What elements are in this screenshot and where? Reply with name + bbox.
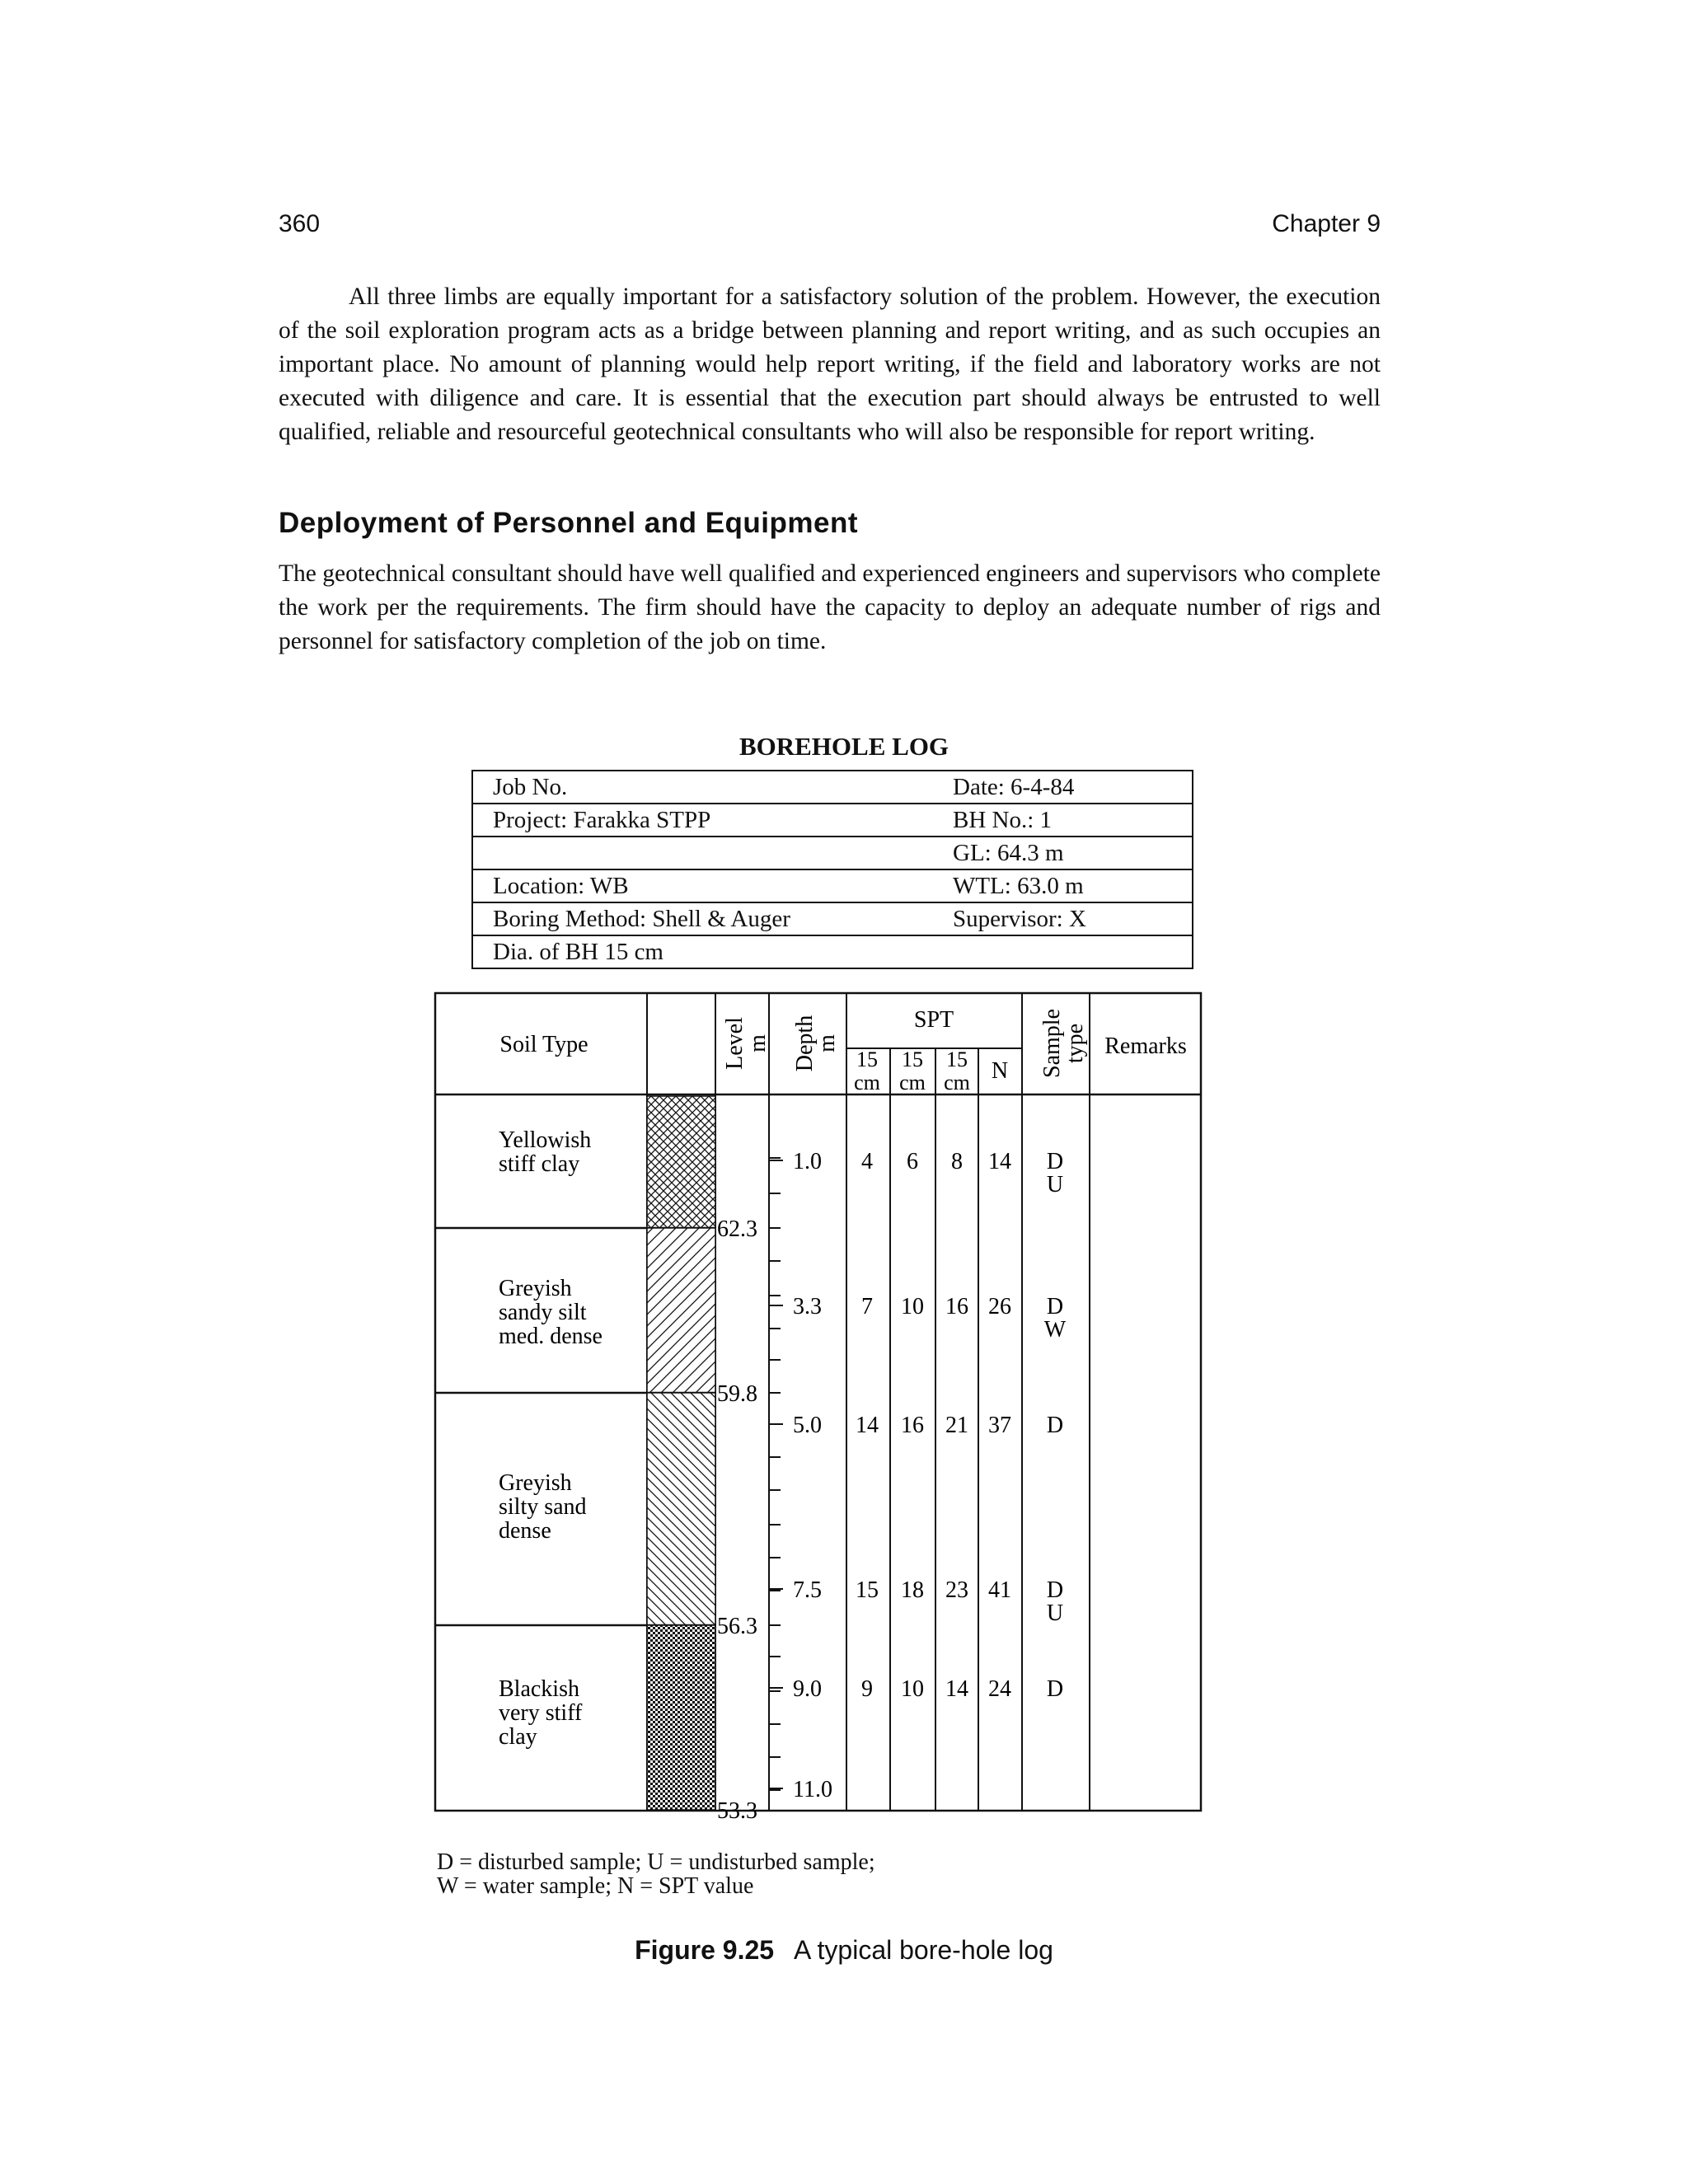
soil-pattern-crosshatch: [647, 1096, 715, 1228]
soil-pattern-forward-diagonal: [647, 1228, 715, 1393]
header-n: N: [991, 1058, 1009, 1084]
header-spt-15-3: 15: [946, 1047, 968, 1071]
legend: [437, 1850, 875, 1898]
header-spt-cm-3: cm: [944, 1071, 970, 1094]
test-depth: 9.0: [793, 1676, 822, 1702]
spt-blow-count-1: 15: [856, 1577, 879, 1603]
spt-blow-count-3: 8: [951, 1149, 963, 1174]
layer-bottom-level: 53.3: [717, 1798, 757, 1824]
borehole-diameter: Dia. of BH 15 cm: [472, 935, 933, 968]
borehole-log-title: BOREHOLE LOG: [738, 732, 950, 761]
spt-blow-count-3: 23: [945, 1577, 968, 1603]
spt-n-value: 26: [988, 1294, 1011, 1319]
legend-line: W = water sample; N = SPT value: [437, 1873, 754, 1899]
soil-pattern-back-diagonal: [647, 1393, 715, 1625]
soil-type-label: silty sand: [499, 1494, 587, 1520]
header-type: type: [1062, 1023, 1088, 1064]
header-depth: Depth: [792, 1015, 818, 1072]
sample-type-code: U: [1046, 1601, 1064, 1626]
sample-type-code: D: [1046, 1577, 1064, 1603]
date: Date: 6-4-84: [933, 771, 1193, 804]
spt-n-value: 41: [988, 1577, 1011, 1603]
sample-type-code: D: [1046, 1676, 1064, 1702]
soil-type-label: very stiff: [499, 1700, 583, 1726]
header-sample: Sample: [1039, 1009, 1065, 1078]
spt-blow-count-2: 6: [907, 1149, 918, 1174]
spt-blow-count-1: 9: [861, 1676, 873, 1702]
soil-type-label: sandy silt: [499, 1300, 587, 1325]
spt-blow-count-1: 4: [861, 1149, 873, 1174]
soil-type-label: clay: [499, 1724, 537, 1750]
soil-type-label: stiff clay: [499, 1151, 580, 1177]
soil-type-label: Greyish: [499, 1276, 572, 1301]
page-number: 360: [279, 210, 321, 237]
figure-caption-text: A typical bore-hole log: [794, 1935, 1053, 1965]
spt-blow-count-3: 21: [945, 1413, 968, 1438]
boring-method: Boring Method: Shell & Auger: [472, 902, 933, 935]
sample-type-code: D: [1046, 1413, 1064, 1438]
layer-bottom-level: 56.3: [717, 1614, 757, 1639]
header-remarks: Remarks: [1104, 1033, 1187, 1059]
header-spt-cm-2: cm: [899, 1071, 926, 1094]
header-level-unit: m: [745, 1034, 771, 1052]
bh-no: BH No.: 1: [933, 804, 1193, 837]
test-depth: 7.5: [793, 1577, 822, 1603]
header-level: Level: [722, 1017, 748, 1070]
test-depth: 5.0: [793, 1413, 822, 1438]
figure-label: Figure 9.25: [635, 1935, 775, 1965]
location: Location: WB: [472, 869, 933, 902]
spt-n-value: 14: [988, 1149, 1011, 1174]
spt-blow-count-1: 14: [856, 1413, 879, 1438]
sample-type-code: D: [1046, 1294, 1064, 1319]
spt-blow-count-2: 16: [901, 1413, 924, 1438]
legend-line: D = disturbed sample; U = undisturbed sample;: [437, 1849, 875, 1875]
header-spt-15-2: 15: [902, 1047, 923, 1071]
soil-type-label: med. dense: [499, 1324, 603, 1349]
layer-bottom-level: 59.8: [717, 1381, 757, 1407]
job-no: Job No.: [472, 771, 933, 804]
layer-bottom-level: 62.3: [717, 1216, 757, 1242]
spt-blow-count-1: 7: [861, 1294, 873, 1319]
paragraph-deployment: The geotechnical consultant should have well qualified and experienced engineers and supervisors who complete the work per the requirements. The firm should have the capacity to deploy an adequate number of rigs and personnel for satisfactory completion of the job on time.: [279, 560, 1381, 654]
header-soil-type: Soil Type: [499, 1032, 588, 1057]
final-depth: 11.0: [793, 1777, 832, 1802]
header-spt: SPT: [913, 1007, 954, 1033]
sample-type-code: U: [1046, 1172, 1064, 1197]
chapter-label: Chapter 9: [1272, 210, 1381, 237]
soil-pattern-dense-dots: [647, 1625, 715, 1810]
soil-type-label: dense: [499, 1518, 551, 1544]
supervisor: Supervisor: X: [933, 902, 1193, 935]
header-spt-cm-1: cm: [854, 1071, 880, 1094]
spt-blow-count-2: 18: [901, 1577, 924, 1603]
soil-type-label: Yellowish: [499, 1127, 592, 1153]
section-heading: Deployment of Personnel and Equipment: [279, 507, 859, 539]
paragraph-intro: All three limbs are equally important for a satisfactory solution of the problem. However, the execution of the soil exploration program acts as a bridge between planning and report writing, and as such occupies an important place. No amount of planning would help report writing, if the field and laboratory works are not executed with diligence and care. It is essential that the execution part should always be entrusted to well qualified, reliable and resourceful geotechnical consultants who will also be responsible for report writing.: [279, 284, 1381, 445]
header-spt-15-1: 15: [856, 1047, 878, 1071]
test-depth: 1.0: [793, 1149, 822, 1174]
water-table-level: WTL: 63.0 m: [933, 869, 1193, 902]
spt-blow-count-3: 16: [945, 1294, 968, 1319]
spt-n-value: 37: [988, 1413, 1011, 1438]
spt-blow-count-2: 10: [901, 1294, 924, 1319]
spt-n-value: 24: [988, 1676, 1011, 1702]
project: Project: Farakka STPP: [472, 804, 933, 837]
figure-caption: [0, 1935, 1688, 1966]
test-depth: 3.3: [793, 1294, 822, 1319]
soil-type-label: Blackish: [499, 1676, 579, 1702]
sample-type-code: W: [1043, 1317, 1067, 1343]
ground-level: GL: 64.3 m: [933, 837, 1193, 869]
spt-blow-count-2: 10: [901, 1676, 924, 1702]
soil-layers: [435, 1096, 757, 1824]
soil-type-label: Greyish: [499, 1470, 572, 1496]
depth-ticks: [769, 1158, 781, 1790]
sample-type-code: D: [1046, 1149, 1064, 1174]
header-depth-unit: m: [814, 1034, 840, 1052]
spt-blow-count-3: 14: [945, 1676, 968, 1702]
